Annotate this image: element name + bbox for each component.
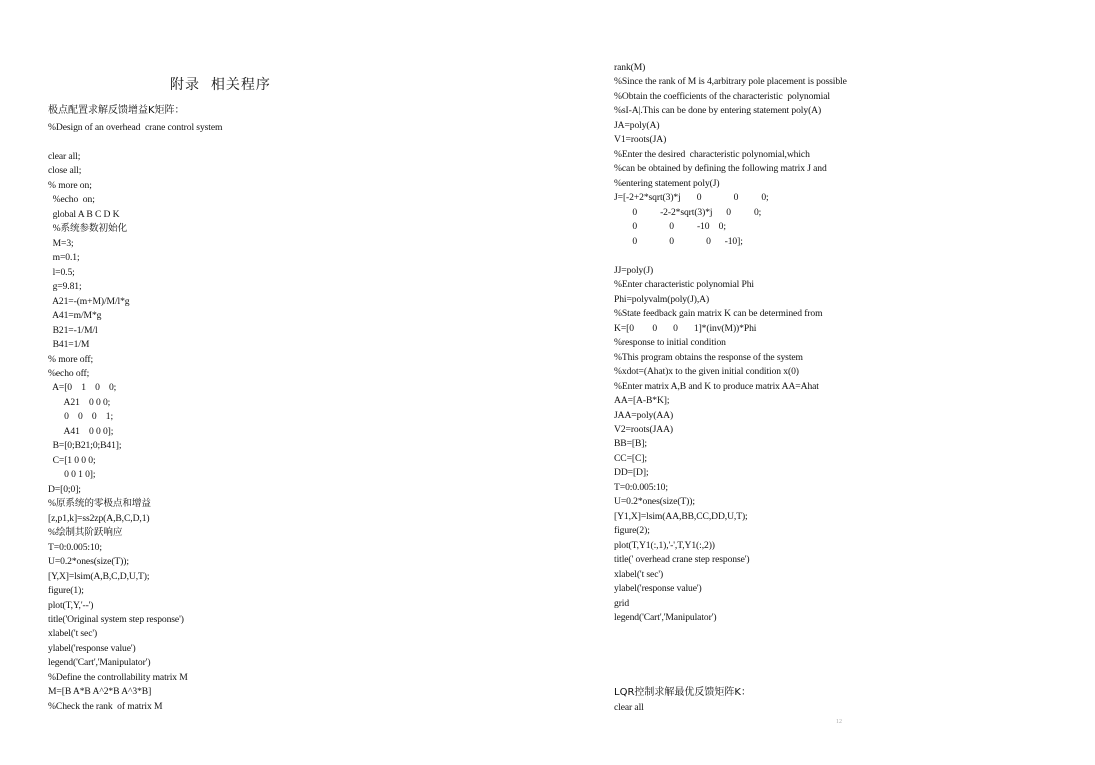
code-line: legend('Cart','Manipulator') (48, 657, 151, 669)
code-line: close all; (48, 165, 82, 177)
code-line: figure(1); (48, 585, 84, 597)
code-line: grid (614, 597, 630, 609)
code-line: 0 0 -10 0; (614, 221, 726, 233)
code-line: U=0.2*ones(size(T)); (614, 496, 695, 508)
code-line: A21=-(m+M)/M/l*g (48, 295, 130, 307)
page-title: 附录 相关程序 (170, 77, 271, 93)
code-line: DD=[D]; (614, 467, 649, 479)
code-line: global A B C D K (48, 208, 120, 220)
code-line: %Enter the desired characteristic polynomial,which (614, 148, 810, 160)
code-line: xlabel('t sec') (614, 568, 664, 580)
code-line: B21=-1/M/l (48, 324, 98, 336)
code-line: U=0.2*ones(size(T)); (48, 556, 129, 568)
code-line: figure(2); (614, 525, 650, 537)
code-line: JAA=poly(AA) (614, 409, 674, 421)
code-line: %State feedback gain matrix K can be determined from (614, 308, 823, 320)
code-line: g=9.81; (48, 281, 82, 293)
code-line: [z,p1,k]=ss2zp(A,B,C,D,1) (48, 512, 150, 524)
code-line: AA=[A-B*K]; (614, 395, 670, 407)
code-line: B=[0;B21;0;B41]; (48, 440, 122, 452)
code-line: A21 0 0 0; (48, 396, 111, 408)
code-line: m=0.1; (48, 252, 80, 264)
code-line: JA=poly(A) (614, 119, 660, 131)
page-number: 12 (836, 719, 842, 725)
code-line: 0 0 0 1; (48, 411, 114, 423)
code-line: B41=1/M (48, 339, 90, 351)
code-line: JJ=poly(J) (614, 264, 654, 276)
code-line: Phi=polyvalm(poly(J),A) (614, 293, 710, 305)
code-line: ylabel('response value') (614, 583, 702, 595)
code-line: clear all (614, 702, 644, 713)
code-line: A=[0 1 0 0; (48, 382, 117, 394)
code-line: D=[0;0]; (48, 483, 81, 495)
section-heading-lqr: LQR控制求解最优反馈矩阵K： (614, 687, 751, 698)
code-line: M=3; (48, 237, 74, 249)
section-heading-pole-placement: 极点配置求解反馈增益K矩阵： (48, 105, 185, 116)
code-line: CC=[C]; (614, 452, 647, 464)
code-line: [Y,X]=lsim(A,B,C,D,U,T); (48, 570, 150, 582)
code-line: xlabel('t sec') (48, 628, 98, 640)
code-line: C=[1 0 0 0; (48, 454, 96, 466)
code-line: plot(T,Y,'--') (48, 599, 94, 611)
code-line: clear all; (48, 150, 81, 162)
code-line: %Since the rank of M is 4,arbitrary pole placement is possible (614, 76, 847, 88)
code-line: legend('Cart','Manipulator') (614, 612, 717, 624)
code-line: plot(T,Y1(:,1),'-',T,Y1(:,2)) (614, 539, 715, 551)
code-line: %response to initial condition (614, 337, 726, 349)
code-line: %绘制其阶跃响应 (48, 527, 123, 539)
code-line: %Design of an overhead crane control system (48, 122, 223, 133)
code-line: A41=m/M*g (48, 310, 102, 322)
code-line: %Enter characteristic polynomial Phi (614, 279, 754, 291)
code-line: V1=roots(JA) (614, 134, 667, 146)
code-line: rank(M) (614, 62, 646, 73)
code-line: T=0:0.005:10; (614, 481, 668, 493)
code-line: % more off; (48, 353, 94, 365)
code-line: A41 0 0 0]; (48, 425, 114, 437)
code-line: %entering statement poly(J) (614, 177, 720, 189)
code-line: %echo on; (48, 194, 95, 206)
code-line: BB=[B]; (614, 438, 647, 450)
code-line: %Obtain the coefficients of the characteristic polynomial (614, 90, 830, 102)
code-line: %Check the rank of matrix M (48, 700, 163, 712)
code-line: ylabel('response value') (48, 642, 136, 654)
code-line: l=0.5; (48, 266, 75, 278)
code-line: %echo off; (48, 367, 90, 379)
code-line: %原系统的零极点和增益 (48, 498, 151, 510)
code-line: % more on; (48, 179, 92, 191)
code-line: K=[0 0 0 1]*(inv(M))*Phi (614, 322, 757, 334)
code-line: J=[-2+2*sqrt(3)*j 0 0 0; (614, 192, 769, 204)
code-line: 0 0 1 0]; (48, 469, 96, 481)
code-line: %can be obtained by defining the following matrix J and (614, 163, 827, 175)
code-line: T=0:0.005:10; (48, 541, 102, 553)
code-line: 0 0 0 -10]; (614, 235, 743, 247)
code-line: %sI-A|.This can be done by entering statement poly(A) (614, 105, 822, 117)
code-line: M=[B A*B A^2*B A^3*B] (48, 686, 152, 698)
code-line: %This program obtains the response of the system (614, 351, 803, 363)
code-line: title('Original system step response') (48, 613, 184, 625)
code-line: V2=roots(JAA) (614, 424, 674, 435)
code-line: %Enter matrix A,B and K to produce matrix AA=Ahat (614, 380, 819, 392)
code-line: 0 -2-2*sqrt(3)*j 0 0; (614, 206, 762, 218)
code-line: %xdot=(Ahat)x to the given initial condition x(0) (614, 366, 799, 378)
code-line: title(' overhead crane step response') (614, 554, 750, 566)
code-line: [Y1,X]=lsim(AA,BB,CC,DD,U,T); (614, 510, 748, 522)
code-line: %Define the controllability matrix M (48, 671, 188, 683)
code-line: %系统参数初始化 (48, 223, 127, 235)
